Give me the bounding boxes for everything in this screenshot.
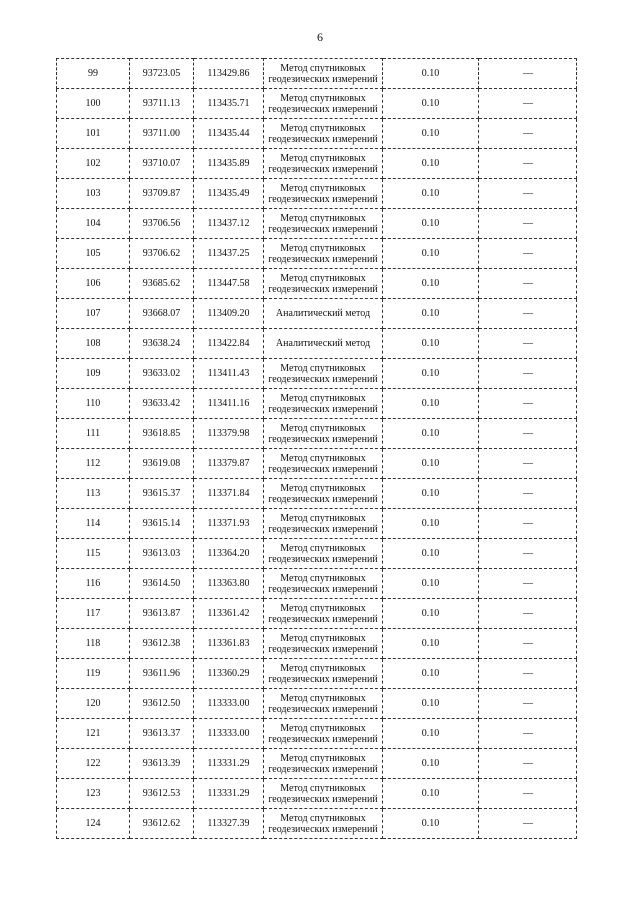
point-number-cell: 117 [57, 599, 130, 629]
dash-mark: — [523, 368, 532, 379]
dash-mark: — [523, 518, 532, 529]
precision-cell: 0.10 [383, 269, 479, 299]
x-coordinate-cell: 93618.85 [130, 419, 194, 449]
y-coordinate-cell: 113333.00 [194, 719, 264, 749]
y-coordinate-cell: 113327.39 [194, 809, 264, 839]
point-number-cell: 122 [57, 749, 130, 779]
method-cell: Метод спутниковых геодезических измерений [264, 389, 383, 419]
description-cell [479, 209, 577, 239]
table-row [57, 179, 577, 209]
table-row [57, 599, 577, 629]
point-number-cell: 123 [57, 779, 130, 809]
description-cell [479, 179, 577, 209]
precision-cell: 0.10 [383, 179, 479, 209]
dash-mark: — [523, 638, 532, 649]
precision-cell: 0.10 [383, 329, 479, 359]
method-cell: Метод спутниковых геодезических измерений [264, 599, 383, 629]
point-number-cell: 124 [57, 809, 130, 839]
method-cell: Метод спутниковых геодезических измерений [264, 719, 383, 749]
description-cell [479, 389, 577, 419]
point-number-cell: 109 [57, 359, 130, 389]
y-coordinate-cell: 113364.20 [194, 539, 264, 569]
y-coordinate-cell: 113435.89 [194, 149, 264, 179]
dash-mark: — [523, 218, 532, 229]
coordinates-table [56, 58, 577, 839]
point-number-cell: 106 [57, 269, 130, 299]
method-cell: Метод спутниковых геодезических измерений [264, 119, 383, 149]
point-number-cell: 103 [57, 179, 130, 209]
description-cell [479, 299, 577, 329]
dash-mark: — [523, 188, 532, 199]
y-coordinate-cell: 113422.84 [194, 329, 264, 359]
dash-mark: — [523, 158, 532, 169]
precision-cell: 0.10 [383, 629, 479, 659]
y-coordinate-cell: 113331.29 [194, 749, 264, 779]
description-cell [479, 629, 577, 659]
dash-mark: — [523, 98, 532, 109]
table-row [57, 269, 577, 299]
point-number-cell: 110 [57, 389, 130, 419]
precision-cell: 0.10 [383, 389, 479, 419]
description-cell [479, 239, 577, 269]
dash-mark: — [523, 338, 532, 349]
dash-mark: — [523, 128, 532, 139]
method-cell: Метод спутниковых геодезических измерений [264, 809, 383, 839]
description-cell [479, 59, 577, 89]
point-number-cell: 118 [57, 629, 130, 659]
x-coordinate-cell: 93723.05 [130, 59, 194, 89]
precision-cell: 0.10 [383, 539, 479, 569]
table-row [57, 749, 577, 779]
dash-mark: — [523, 488, 532, 499]
dash-mark: — [523, 668, 532, 679]
dash-mark: — [523, 308, 532, 319]
y-coordinate-cell: 113437.12 [194, 209, 264, 239]
x-coordinate-cell: 93706.56 [130, 209, 194, 239]
table-row [57, 479, 577, 509]
table-row [57, 569, 577, 599]
table-row [57, 809, 577, 839]
x-coordinate-cell: 93613.39 [130, 749, 194, 779]
description-cell [479, 539, 577, 569]
point-number-cell: 108 [57, 329, 130, 359]
y-coordinate-cell: 113411.43 [194, 359, 264, 389]
method-cell: Метод спутниковых геодезических измерений [264, 479, 383, 509]
method-cell: Метод спутниковых геодезических измерений [264, 689, 383, 719]
point-number-cell: 111 [57, 419, 130, 449]
x-coordinate-cell: 93612.53 [130, 779, 194, 809]
table-row [57, 719, 577, 749]
method-cell: Аналитический метод [264, 329, 383, 359]
dash-mark: — [523, 248, 532, 259]
x-coordinate-cell: 93711.13 [130, 89, 194, 119]
point-number-cell: 105 [57, 239, 130, 269]
description-cell [479, 599, 577, 629]
y-coordinate-cell: 113411.16 [194, 389, 264, 419]
point-number-cell: 112 [57, 449, 130, 479]
precision-cell: 0.10 [383, 599, 479, 629]
precision-cell: 0.10 [383, 359, 479, 389]
precision-cell: 0.10 [383, 59, 479, 89]
point-number-cell: 99 [57, 59, 130, 89]
x-coordinate-cell: 93612.50 [130, 689, 194, 719]
table-row [57, 419, 577, 449]
x-coordinate-cell: 93638.24 [130, 329, 194, 359]
table-row [57, 449, 577, 479]
x-coordinate-cell: 93612.62 [130, 809, 194, 839]
x-coordinate-cell: 93711.00 [130, 119, 194, 149]
table-row [57, 299, 577, 329]
description-cell [479, 779, 577, 809]
precision-cell: 0.10 [383, 419, 479, 449]
x-coordinate-cell: 93613.37 [130, 719, 194, 749]
method-cell: Метод спутниковых геодезических измерений [264, 59, 383, 89]
description-cell [479, 449, 577, 479]
method-cell: Метод спутниковых геодезических измерений [264, 629, 383, 659]
table-row [57, 329, 577, 359]
y-coordinate-cell: 113331.29 [194, 779, 264, 809]
point-number-cell: 107 [57, 299, 130, 329]
point-number-cell: 119 [57, 659, 130, 689]
point-number-cell: 114 [57, 509, 130, 539]
method-cell: Метод спутниковых геодезических измерений [264, 659, 383, 689]
description-cell [479, 149, 577, 179]
table-row [57, 239, 577, 269]
x-coordinate-cell: 93611.96 [130, 659, 194, 689]
table-row [57, 119, 577, 149]
point-number-cell: 102 [57, 149, 130, 179]
precision-cell: 0.10 [383, 809, 479, 839]
method-cell: Метод спутниковых геодезических измерений [264, 779, 383, 809]
y-coordinate-cell: 113435.71 [194, 89, 264, 119]
precision-cell: 0.10 [383, 149, 479, 179]
x-coordinate-cell: 93668.07 [130, 299, 194, 329]
y-coordinate-cell: 113360.29 [194, 659, 264, 689]
dash-mark: — [523, 698, 532, 709]
y-coordinate-cell: 113333.00 [194, 689, 264, 719]
table-row [57, 59, 577, 89]
precision-cell: 0.10 [383, 689, 479, 719]
dash-mark: — [523, 398, 532, 409]
y-coordinate-cell: 113437.25 [194, 239, 264, 269]
x-coordinate-cell: 93633.42 [130, 389, 194, 419]
precision-cell: 0.10 [383, 779, 479, 809]
description-cell [479, 719, 577, 749]
precision-cell: 0.10 [383, 749, 479, 779]
y-coordinate-cell: 113435.44 [194, 119, 264, 149]
table-row [57, 389, 577, 419]
point-number-cell: 100 [57, 89, 130, 119]
table-row [57, 359, 577, 389]
point-number-cell: 115 [57, 539, 130, 569]
point-number-cell: 101 [57, 119, 130, 149]
description-cell [479, 269, 577, 299]
description-cell [479, 569, 577, 599]
description-cell [479, 329, 577, 359]
y-coordinate-cell: 113371.93 [194, 509, 264, 539]
table-row [57, 659, 577, 689]
x-coordinate-cell: 93615.37 [130, 479, 194, 509]
dash-mark: — [523, 728, 532, 739]
table-row [57, 209, 577, 239]
description-cell [479, 509, 577, 539]
method-cell: Метод спутниковых геодезических измерений [264, 239, 383, 269]
point-number-cell: 116 [57, 569, 130, 599]
method-cell: Метод спутниковых геодезических измерений [264, 149, 383, 179]
description-cell [479, 809, 577, 839]
x-coordinate-cell: 93706.62 [130, 239, 194, 269]
dash-mark: — [523, 818, 532, 829]
method-cell: Метод спутниковых геодезических измерений [264, 89, 383, 119]
dash-mark: — [523, 758, 532, 769]
table-row [57, 779, 577, 809]
precision-cell: 0.10 [383, 449, 479, 479]
x-coordinate-cell: 93614.50 [130, 569, 194, 599]
description-cell [479, 479, 577, 509]
point-number-cell: 121 [57, 719, 130, 749]
x-coordinate-cell: 93613.87 [130, 599, 194, 629]
precision-cell: 0.10 [383, 569, 479, 599]
description-cell [479, 89, 577, 119]
method-cell: Метод спутниковых геодезических измерений [264, 449, 383, 479]
method-cell: Аналитический метод [264, 299, 383, 329]
y-coordinate-cell: 113371.84 [194, 479, 264, 509]
dash-mark: — [523, 578, 532, 589]
table-row [57, 629, 577, 659]
method-cell: Метод спутниковых геодезических измерений [264, 209, 383, 239]
point-number-cell: 113 [57, 479, 130, 509]
description-cell [479, 419, 577, 449]
precision-cell: 0.10 [383, 659, 479, 689]
method-cell: Метод спутниковых геодезических измерений [264, 509, 383, 539]
method-cell: Метод спутниковых геодезических измерений [264, 179, 383, 209]
dash-mark: — [523, 608, 532, 619]
y-coordinate-cell: 113363.80 [194, 569, 264, 599]
y-coordinate-cell: 113447.58 [194, 269, 264, 299]
method-cell: Метод спутниковых геодезических измерений [264, 359, 383, 389]
dash-mark: — [523, 428, 532, 439]
table-row [57, 89, 577, 119]
point-number-cell: 120 [57, 689, 130, 719]
table-row [57, 539, 577, 569]
x-coordinate-cell: 93633.02 [130, 359, 194, 389]
method-cell: Метод спутниковых геодезических измерений [264, 419, 383, 449]
dash-mark: — [523, 548, 532, 559]
table-row [57, 689, 577, 719]
precision-cell: 0.10 [383, 119, 479, 149]
precision-cell: 0.10 [383, 719, 479, 749]
y-coordinate-cell: 113379.98 [194, 419, 264, 449]
description-cell [479, 359, 577, 389]
precision-cell: 0.10 [383, 89, 479, 119]
method-cell: Метод спутниковых геодезических измерений [264, 539, 383, 569]
x-coordinate-cell: 93710.07 [130, 149, 194, 179]
y-coordinate-cell: 113379.87 [194, 449, 264, 479]
dash-mark: — [523, 458, 532, 469]
precision-cell: 0.10 [383, 209, 479, 239]
description-cell [479, 689, 577, 719]
y-coordinate-cell: 113361.42 [194, 599, 264, 629]
x-coordinate-cell: 93685.62 [130, 269, 194, 299]
precision-cell: 0.10 [383, 239, 479, 269]
precision-cell: 0.10 [383, 479, 479, 509]
x-coordinate-cell: 93709.87 [130, 179, 194, 209]
dash-mark: — [523, 278, 532, 289]
description-cell [479, 119, 577, 149]
x-coordinate-cell: 93613.03 [130, 539, 194, 569]
point-number-cell: 104 [57, 209, 130, 239]
method-cell: Метод спутниковых геодезических измерений [264, 569, 383, 599]
precision-cell: 0.10 [383, 299, 479, 329]
coordinates-table-body [57, 59, 577, 839]
description-cell [479, 749, 577, 779]
page-number: 6 [317, 30, 323, 44]
description-cell [479, 659, 577, 689]
precision-cell: 0.10 [383, 509, 479, 539]
dash-mark: — [523, 788, 532, 799]
method-cell: Метод спутниковых геодезических измерений [264, 749, 383, 779]
y-coordinate-cell: 113361.83 [194, 629, 264, 659]
y-coordinate-cell: 113429.86 [194, 59, 264, 89]
dash-mark: — [523, 68, 532, 79]
method-cell: Метод спутниковых геодезических измерений [264, 269, 383, 299]
table-row [57, 149, 577, 179]
y-coordinate-cell: 113409.20 [194, 299, 264, 329]
x-coordinate-cell: 93612.38 [130, 629, 194, 659]
x-coordinate-cell: 93619.08 [130, 449, 194, 479]
y-coordinate-cell: 113435.49 [194, 179, 264, 209]
x-coordinate-cell: 93615.14 [130, 509, 194, 539]
table-row [57, 509, 577, 539]
